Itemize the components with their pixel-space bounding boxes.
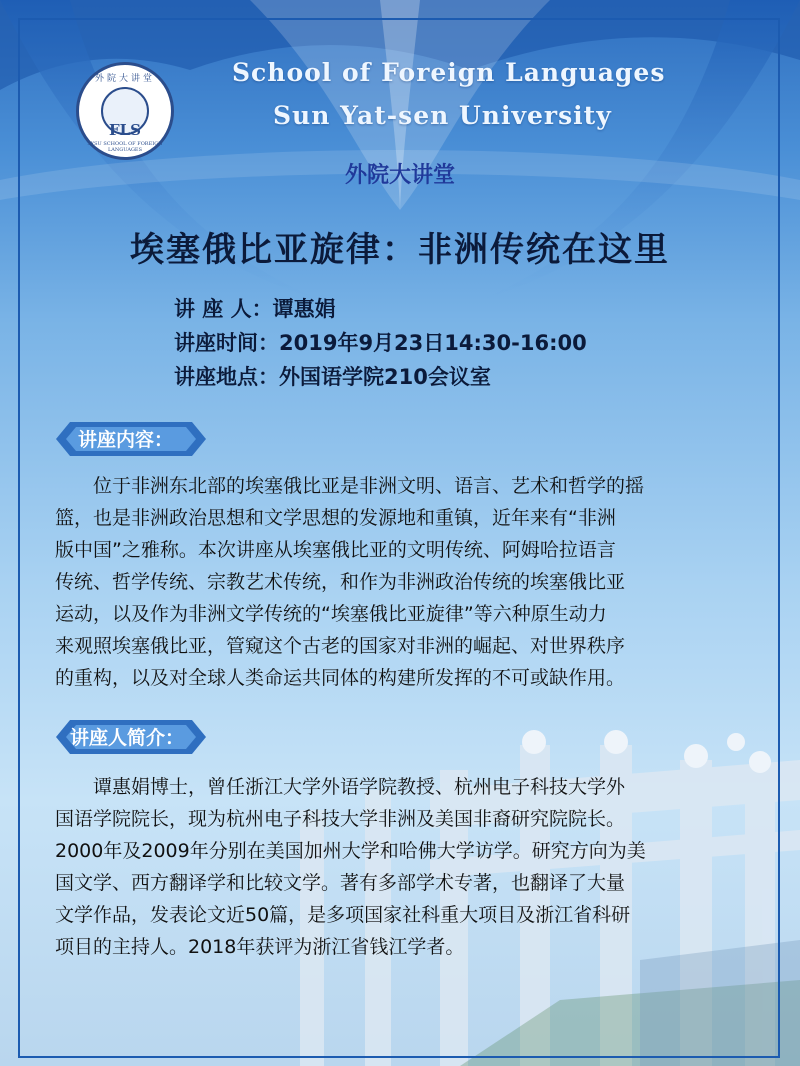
- bio-section-banner: [56, 716, 206, 758]
- bio-line: 文学作品，发表论文近50篇，是多项国家社科重大项目及浙江省科研: [55, 904, 631, 926]
- bio-line: 谭惠娟博士，曾任浙江大学外语学院教授、杭州电子科技大学外: [93, 776, 626, 798]
- school-seal-logo: [76, 62, 174, 160]
- lecture-title: 埃塞俄比亚旋律：非洲传统在这里: [130, 230, 670, 270]
- location-row: [174, 361, 491, 391]
- bio-line: 国语学院院长，现为杭州电子科技大学非洲及美国非裔研究院院长。: [55, 808, 626, 830]
- content-line: 位于非洲东北部的埃塞俄比亚是非洲文明、语言、艺术和哲学的摇: [93, 475, 645, 497]
- speaker-bio-paragraph: [55, 771, 755, 963]
- speaker-label: 讲 座 人：: [174, 297, 273, 321]
- time-label: 讲座时间：: [174, 331, 279, 355]
- series-title: 外院大讲堂: [344, 163, 455, 188]
- content-line: 的重构，以及对全球人类命运共同体的构建所发挥的不可或缺作用。: [55, 667, 626, 689]
- school-name-en: School of Foreign Languages: [232, 58, 666, 87]
- bio-heading: 讲座人简介：: [70, 727, 185, 749]
- seal-cn-text: 外院大讲堂: [94, 74, 155, 84]
- lecture-time: 2019年9月23日14:30-16:00: [279, 331, 587, 355]
- university-name-en: Sun Yat-sen University: [273, 101, 612, 130]
- content-heading: 讲座内容：: [78, 429, 174, 451]
- location-label: 讲座地点：: [174, 365, 279, 389]
- content-line: 运动，以及作为非洲文学传统的“埃塞俄比亚旋律”等六种原生动力: [55, 603, 607, 625]
- speaker-row: [174, 293, 336, 323]
- content-line: 来观照埃塞俄比亚，管窥这个古老的国家对非洲的崛起、对世界秩序: [55, 635, 626, 657]
- lecture-location: 外国语学院210会议室: [279, 365, 491, 389]
- bio-line: 国文学、西方翻译学和比较文学。著有多部学术专著，也翻译了大量: [55, 872, 626, 894]
- seal-en-text: SYSU SCHOOL OF FOREIGN LANGUAGES: [87, 141, 163, 153]
- bio-line: 项目的主持人。2018年获评为浙江省钱江学者。: [55, 936, 465, 958]
- content-line: 篮，也是非洲政治思想和文学思想的发源地和重镇，近年来有“非洲: [55, 507, 616, 529]
- seal-monogram: FLS: [108, 121, 142, 139]
- content-line: 版中国”之雅称。本次讲座从埃塞俄比亚的文明传统、阿姆哈拉语言: [55, 539, 616, 561]
- content-line: 传统、哲学传统、宗教艺术传统，和作为非洲政治传统的埃塞俄比亚: [55, 571, 626, 593]
- content-section-banner: [56, 418, 206, 460]
- speaker-name: 谭惠娟: [272, 297, 336, 321]
- lecture-content-paragraph: [55, 470, 755, 694]
- bio-line: 2000年及2009年分别在美国加州大学和哈佛大学访学。研究方向为美: [55, 840, 646, 862]
- time-row: [174, 327, 587, 357]
